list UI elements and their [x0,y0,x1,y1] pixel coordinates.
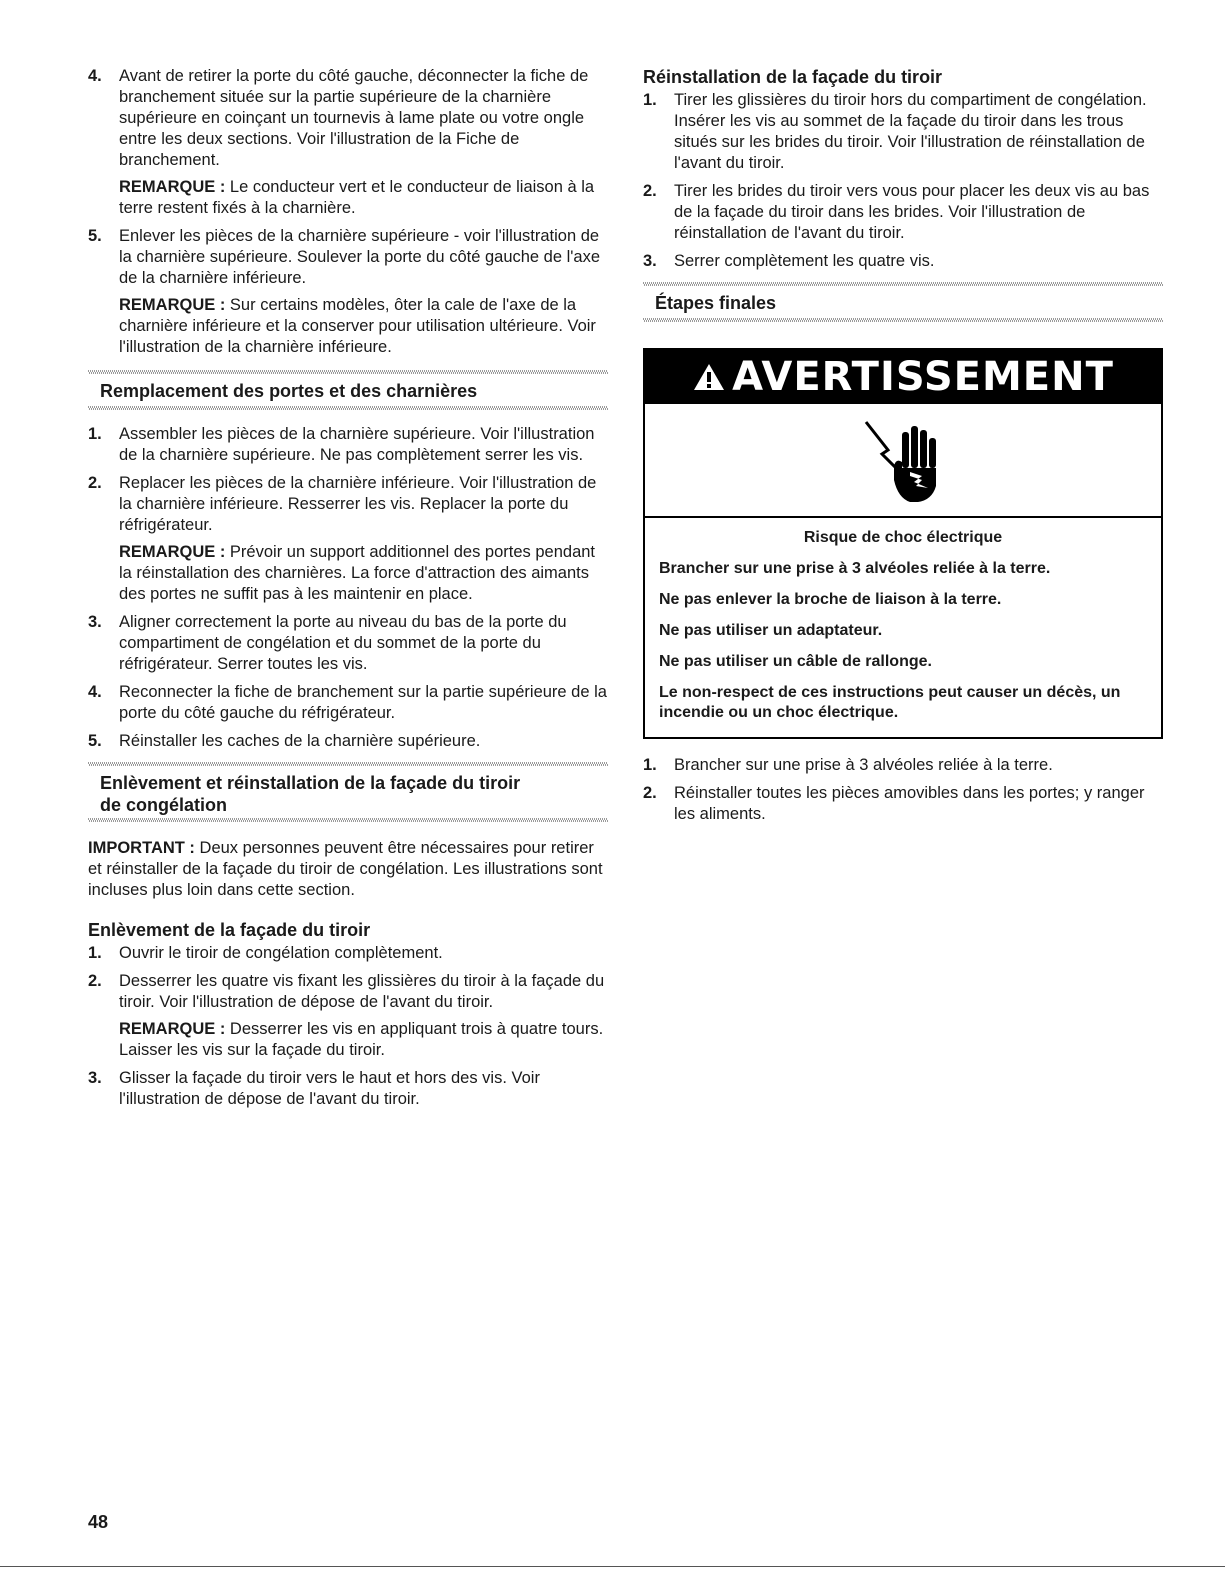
item-number: 2. [88,474,102,492]
item-number: 2. [88,972,102,990]
list-item [643,251,1163,272]
item-text: Reconnecter la fiche de branchement sur la partie supérieure de la porte du côté gauche du réfrigérateur. [119,683,607,722]
left-column [88,66,608,1117]
list-item [88,1068,608,1110]
list-item [643,783,1163,825]
item-text: Réinstaller toutes les pièces amovibles dans les portes; y ranger les aliments. [674,784,1145,823]
item-text: Desserrer les quatre vis fixant les glissières du tiroir à la façade du tiroir. Voir l'illustration de dépose de l'avant du tiroir. [119,972,605,1011]
item-number: 1. [88,944,102,962]
warning-line: Ne pas utiliser un câble de rallonge. [659,653,932,670]
item-text: Replacer les pièces de la charnière inférieure. Voir l'illustration de la charnière inférieure. Resserrer les vis. Replacer la porte du réfrigérateur. [119,474,597,534]
list-item [88,612,608,675]
section-heading-line: de congélation [100,795,228,815]
item-text: Réinstaller les caches de la charnière supérieure. [119,732,481,750]
warning-body [645,518,1161,737]
warning-triangle-icon [692,362,726,392]
list-item [88,424,608,466]
item-text: Serrer complètement les quatre vis. [674,252,935,270]
note [119,542,608,605]
item-number: 1. [643,91,657,109]
note-text: Sur certains modèles, ôter la cale de l'axe de la charnière inférieure et la conserver pour utilisation ultérieure. Voir l'illustration de la charnière inférieure. [119,296,596,356]
note-text: Desserrer les vis en appliquant trois à quatre tours. Laisser les vis sur la façade du tiroir. [119,1020,604,1059]
section-heading: Étapes finales [655,293,777,313]
item-number: 1. [643,756,657,774]
item-number: 5. [88,732,102,750]
sub-heading: Réinstallation de la façade du tiroir [643,67,943,87]
item-number: 3. [643,252,657,270]
list-item [88,226,608,358]
list-item [88,731,608,752]
item-text: Enlever les pièces de la charnière supérieure - voir l'illustration de la charnière supérieure. Soulever la porte du côté gauche de l'axe de la charnière inférieure. [119,227,601,287]
item-number: 5. [88,227,102,245]
important-label: IMPORTANT : [88,839,195,857]
warning-icon-area [645,404,1161,518]
note [119,295,608,358]
item-number: 3. [88,613,102,631]
note-label: REMARQUE : [119,543,226,561]
list-item [643,90,1163,174]
item-number: 4. [88,67,102,85]
bottom-rule [0,1566,1225,1567]
item-text: Aligner correctement la porte au niveau du bas de la porte du compartiment de congélation et du sommet de la porte du réfrigérateur. Serrer toutes les vis. [119,613,567,673]
item-text: Glisser la façade du tiroir vers le haut et hors des vis. Voir l'illustration de dépose de l'avant du tiroir. [119,1069,540,1108]
right-column [643,66,1163,832]
warning-line: Ne pas enlever la broche de liaison à la terre. [659,591,1002,608]
list-item [88,473,608,605]
note-label: REMARQUE : [119,296,226,314]
note-text: Le conducteur vert et le conducteur de liaison à la terre restent fixés à la charnière. [119,178,595,217]
item-text: Assembler les pièces de la charnière supérieure. Voir l'illustration de la charnière supérieure. Ne pas complètement serrer les vis. [119,425,595,464]
item-number: 2. [643,182,657,200]
list-item [88,943,608,964]
important-text: Deux personnes peuvent être nécessaires pour retirer et réinstaller de la façade du tiroir de congélation. Les illustrations sont incluses plus loin dans cette section. [88,839,603,899]
item-text: Ouvrir le tiroir de congélation complètement. [119,944,443,962]
important-note [88,838,608,901]
divider [643,318,1163,322]
list-item [88,66,608,219]
divider [88,406,608,410]
item-text: Tirer les glissières du tiroir hors du compartiment de congélation. Insérer les vis au sommet de la façade du tiroir dans les trous situés sur les brides du tiroir. Voir l'illustration de réinstallation de l'avant du tiroir. [674,91,1147,172]
list-item [643,181,1163,244]
section-heading: Remplacement des portes et des charnières [100,381,478,401]
warning-line: Le non-respect de ces instructions peut causer un décès, un incendie ou un choc électrique. [659,684,1121,721]
item-number: 4. [88,683,102,701]
electric-shock-hand-icon [858,410,948,510]
item-text: Brancher sur une prise à 3 alvéoles reliée à la terre. [674,756,1053,774]
item-text: Avant de retirer la porte du côté gauche, déconnecter la fiche de branchement située sur la partie supérieure de la charnière supérieure en coinçant un tournevis à lame plate ou votre ongle entre les deux sections. Voir l'illustration de la Fiche de branchement. [119,67,589,169]
list-item [88,682,608,724]
section-heading-line: Enlèvement et réinstallation de la façade du tiroir [100,773,521,793]
note [119,177,608,219]
item-text: Tirer les brides du tiroir vers vous pour placer les deux vis au bas de la façade du tiroir dans les brides. Voir l'illustration de réinstallation de l'avant du tiroir. [674,182,1150,242]
item-number: 1. [88,425,102,443]
page-number: 48 [88,1512,109,1532]
warning-line: Ne pas utiliser un adaptateur. [659,622,883,639]
warning-risk: Risque de choc électrique [803,529,1003,546]
warning-box [643,348,1163,739]
sub-heading: Enlèvement de la façade du tiroir [88,920,371,940]
note [119,1019,608,1061]
item-number: 2. [643,784,657,802]
list-item [643,755,1163,776]
section-heading [88,766,608,818]
divider [88,818,608,822]
warning-title-bar [645,350,1161,404]
list-item [88,971,608,1061]
warning-title: AVERTISSEMENT [732,354,1114,400]
note-label: REMARQUE : [119,178,226,196]
note-text: Prévoir un support additionnel des portes pendant la réinstallation des charnières. La force d'attraction des aimants des portes ne suffit pas à les maintenir en place. [119,543,596,603]
warning-line: Brancher sur une prise à 3 alvéoles reliée à la terre. [659,560,1051,577]
note-label: REMARQUE : [119,1020,226,1038]
item-number: 3. [88,1069,102,1087]
